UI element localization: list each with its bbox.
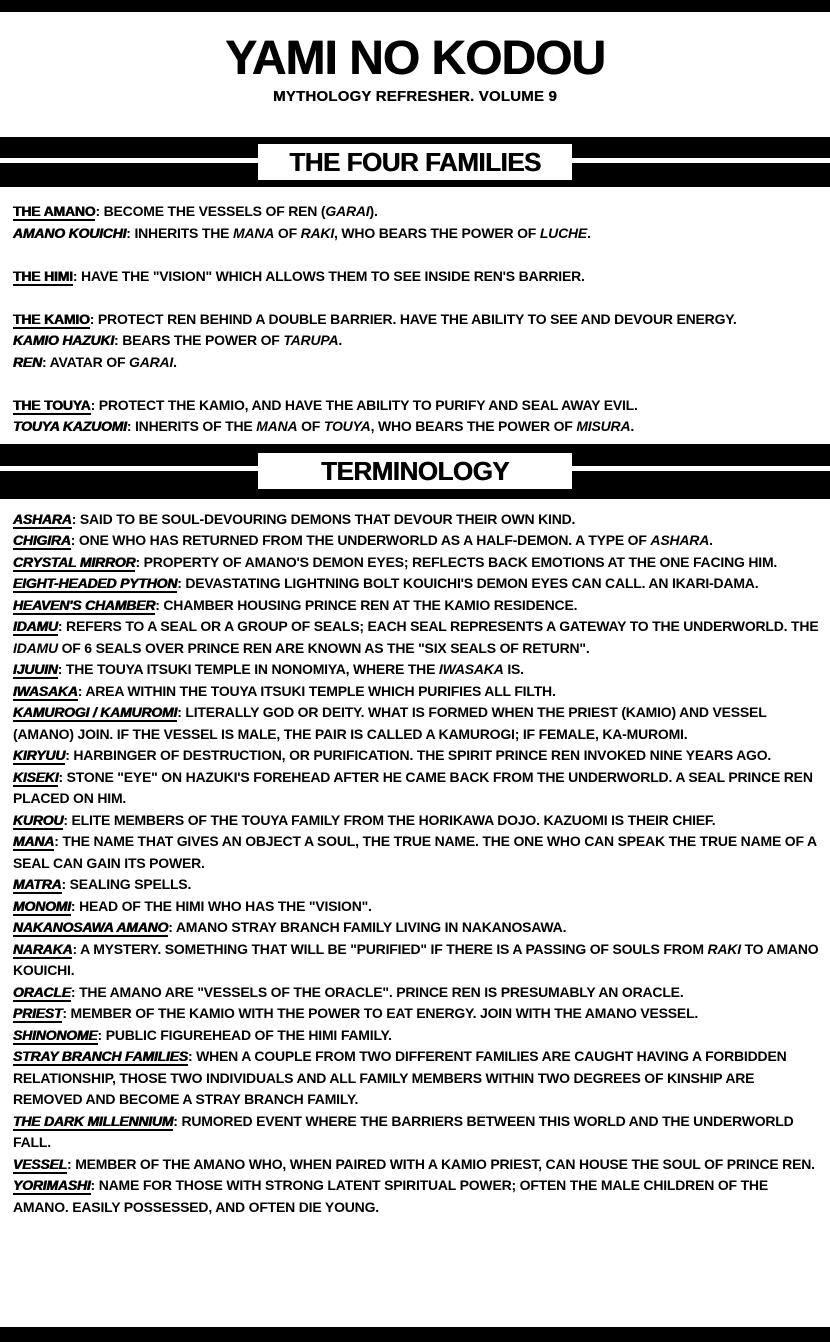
definition-text: THE TOUYA ITSUKI TEMPLE IN NONOMIYA, WHERE THE (65, 661, 439, 677)
glossary-entry (13, 416, 822, 438)
entry-term: KIRYUU (13, 747, 66, 763)
entry-term: THE HIMI (13, 267, 73, 284)
emphasis-text: IWASAKA (438, 661, 504, 677)
entry-colon: : (61, 876, 70, 892)
glossary-entry (13, 1175, 822, 1218)
entry-term: HEAVEN'S CHAMBER (13, 596, 156, 613)
entry-colon: : (90, 396, 99, 413)
definition-text: . (338, 332, 343, 348)
entry-colon: : (65, 747, 74, 763)
definition-text: . (630, 418, 635, 434)
entry-colon: : (114, 332, 123, 348)
entry-colon: : (77, 682, 86, 699)
emphasis-text: RAKI (707, 940, 741, 957)
entry-term: IWASAKA (13, 682, 78, 699)
entry-term: THE AMANO (13, 203, 96, 219)
definition-text: HARBINGER OF DESTRUCTION, OR PURIFICATION. THE SPIRIT PRINCE REN INVOKED NINE YEARS AGO. (73, 747, 772, 763)
entry-colon: : (95, 203, 104, 219)
definition-text: WHEN A COUPLE FROM TWO DIFFERENT FAMILIES ARE CAUGHT HAVING A FORBIDDEN RELATIONSHIP, THOSE TWO INDIVIDUALS AND ALL FAMILY MEMBERS WITHIN TWO DEGREES OF KINSHIP ARE REMOVED AND BECOME A STRAY BRANCH FAMILY. (13, 1048, 787, 1107)
definition-text: STONE "EYE" ON HAZUKI'S FOREHEAD AFTER HE CAME BACK FROM THE UNDERWORLD. A SEAL PRINCE REN PLACED ON HIM. (13, 768, 813, 806)
entry-colon: : (58, 768, 67, 785)
entry-colon: : (155, 596, 164, 613)
definition-text: , WHO BEARS THE POWER OF (334, 224, 540, 241)
emphasis-text: TARUPA (283, 332, 339, 348)
definition-text: SEALING SPELLS. (69, 876, 192, 892)
definition-text: . (173, 353, 177, 370)
definition-text: AREA WITHIN THE TOUYA ITSUKI TEMPLE WHICH PURIFIES ALL FILTH. (85, 682, 556, 699)
entry-term: EIGHT-HEADED PYTHON (13, 575, 178, 591)
definition-text: CHAMBER HOUSING PRINCE REN AT THE KAMIO RESIDENCE. (163, 596, 578, 613)
emphasis-text: GARAI (129, 353, 174, 370)
glossary-entry (13, 1111, 822, 1154)
emphasis-text: GARAI (325, 203, 370, 219)
entry-term: CRYSTAL MIRROR (13, 553, 136, 570)
family-group (13, 309, 822, 374)
definition-text: AVATAR OF (49, 353, 130, 370)
entry-colon: : (72, 940, 81, 957)
definition-text: MEMBER OF THE KAMIO WITH THE POWER TO EAT ENERGY. JOIN WITH THE AMANO VESSEL. (70, 1005, 699, 1021)
glossary-entry (13, 201, 822, 223)
glossary-entry (13, 681, 822, 703)
definition-text: THE NAME THAT GIVES AN OBJECT A SOUL, THE TRUE NAME. THE ONE WHO CAN SPEAK THE TRUE NAME OF A SEAL CAN GAIN ITS POWER. (13, 833, 817, 871)
entry-term: CHIGIRA (13, 532, 71, 548)
entry-colon: : (54, 833, 63, 849)
section-banner-four-families (0, 137, 830, 187)
entry-colon: : (135, 553, 144, 570)
definition-text: LITERALLY GOD OR DEITY. WHAT IS FORMED WHEN THE PRIEST (KAMIO) AND VESSEL (AMANO) JOIN. IF THE VESSEL IS MALE, THE PAIR IS CALLED A KAMUROGI; IF FEMALE, KA-MUROMI. (13, 704, 767, 742)
entry-colon: : (177, 575, 186, 591)
definition-text: . (709, 532, 713, 548)
definition-text: RUMORED EVENT WHERE THE BARRIERS BETWEEN THIS WORLD AND THE UNDERWORLD FALL. (13, 1112, 794, 1150)
entry-colon: : (72, 267, 81, 284)
definition-text: OF 6 SEALS OVER PRINCE REN ARE KNOWN AS THE "SIX SEALS OF RETURN". (57, 639, 590, 656)
emphasis-text: RAKI (300, 224, 335, 241)
page-title: YAMI NO KODOU (225, 32, 605, 85)
entry-term: THE KAMIO (13, 310, 90, 327)
terminology-section (0, 499, 830, 1219)
entry-colon: : (177, 704, 186, 720)
definition-text: HAVE THE "VISION" WHICH ALLOWS THEM TO SEE INSIDE REN'S BARRIER. (81, 267, 585, 284)
entry-term: NARAKA (13, 940, 73, 957)
definition-text: THE AMANO ARE "VESSELS OF THE ORACLE". PRINCE REN IS PRESUMABLY AN ORACLE. (79, 983, 684, 1000)
entry-colon: : (70, 897, 80, 914)
section-header-terminology: TERMINOLOGY (258, 453, 572, 489)
entry-term: IDAMU (13, 618, 58, 634)
glossary-entry (13, 266, 822, 288)
entry-colon: : (57, 661, 66, 677)
glossary-entry (13, 874, 822, 896)
entry-colon: : (173, 1112, 182, 1129)
glossary-entry (13, 595, 822, 617)
definition-text: ONE WHO HAS RETURNED FROM THE UNDERWORLD AS A HALF-DEMON. A TYPE OF (78, 532, 651, 548)
section-header-four-families: THE FOUR FAMILIES (258, 144, 572, 180)
entry-colon: : (71, 510, 80, 527)
glossary-entry (13, 939, 822, 982)
glossary-entry (13, 1046, 822, 1111)
definition-text: TO AMANO KOUICHI. (13, 940, 819, 978)
family-group (13, 395, 822, 438)
glossary-entry (13, 982, 822, 1004)
definition-text: AMANO STRAY BRANCH FAMILY LIVING IN NAKANOSAWA. (175, 919, 567, 935)
definition-text: PROPERTY OF AMANO'S DEMON EYES; REFLECTS BACK EMOTIONS AT THE ONE FACING HIM. (143, 553, 778, 570)
emphasis-text: MANA (232, 224, 275, 241)
definition-text: MEMBER OF THE AMANO WHO, WHEN PAIRED WITH A KAMIO PRIEST, CAN HOUSE THE SOUL OF PRINCE REN. (75, 1155, 815, 1172)
top-border-bar (0, 0, 830, 12)
glossary-entry (13, 309, 822, 331)
entry-colon: : (63, 811, 72, 828)
entry-term: TOUYA KAZUOMI (13, 418, 127, 434)
glossary-entry (13, 831, 822, 874)
entry-term: PRIEST (13, 1005, 63, 1021)
definition-text: PROTECT REN BEHIND A DOUBLE BARRIER. HAVE THE ABILITY TO SEE AND DEVOUR ENERGY. (97, 310, 737, 327)
glossary-entry (13, 810, 822, 832)
entry-term: AMANO KOUICHI (13, 224, 127, 241)
glossary-entry (13, 896, 822, 918)
definition-text: ELITE MEMBERS OF THE TOUYA FAMILY FROM THE HORIKAWA DOJO. KAZUOMI IS THEIR CHIEF. (71, 811, 716, 828)
entry-colon: : (57, 618, 67, 634)
entry-term: MATRA (13, 876, 62, 892)
definition-text: OF (297, 418, 324, 434)
entry-colon: : (90, 1177, 99, 1193)
glossary-entry (13, 917, 822, 939)
definition-text: DEVASTATING LIGHTNING BOLT KOUICHI'S DEMON EYES CAN CALL. AN IKARI-DAMA. (185, 575, 759, 591)
definition-text: BEARS THE POWER OF (122, 332, 284, 348)
glossary-entry (13, 767, 822, 810)
definition-text: OF (274, 224, 301, 241)
entry-colon: : (62, 1005, 71, 1021)
glossary-entry (13, 659, 822, 681)
glossary-entry (13, 1003, 822, 1025)
section-banner-terminology (0, 444, 830, 499)
glossary-entry (13, 530, 822, 552)
definition-text: ). (369, 203, 378, 219)
definition-text: PROTECT THE KAMIO, AND HAVE THE ABILITY TO PURIFY AND SEAL AWAY EVIL. (98, 396, 638, 413)
entry-colon: : (187, 1048, 197, 1064)
entry-term: THE DARK MILLENNIUM (13, 1112, 174, 1129)
entry-term: KAMUROGI / KAMUROMI (13, 704, 178, 720)
emphasis-text: MISURA (576, 418, 631, 434)
entry-term: REN (13, 353, 42, 370)
bottom-border-bar (0, 1327, 830, 1342)
definition-text: A MYSTERY. SOMETHING THAT WILL BE "PURIFIED" IF THERE IS A PASSING OF SOULS FROM (80, 940, 708, 957)
entry-term: ASHARA (13, 510, 72, 527)
entry-colon: : (126, 224, 135, 241)
glossary-entry (13, 745, 822, 767)
entry-colon: : (67, 1155, 76, 1172)
definition-text: PUBLIC FIGUREHEAD OF THE HIMI FAMILY. (105, 1026, 392, 1043)
page-subtitle: MYTHOLOGY REFRESHER. VOLUME 9 (273, 88, 557, 105)
glossary-entry (13, 223, 822, 245)
entry-term: YORIMASHI (13, 1177, 91, 1193)
emphasis-text: LUCHE (539, 224, 588, 241)
glossary-entry (13, 352, 822, 374)
definition-text: INHERITS OF THE (134, 418, 257, 434)
entry-colon: : (97, 1026, 106, 1043)
glossary-entry (13, 702, 822, 745)
emphasis-text: MANA (256, 418, 298, 434)
family-group (13, 201, 822, 244)
glossary-entry (13, 573, 822, 595)
four-families-section (0, 187, 830, 438)
entry-term: THE TOUYA (13, 396, 91, 413)
page-header (0, 12, 830, 137)
entry-colon: : (89, 310, 98, 327)
glossary-entry (13, 1025, 822, 1047)
entry-term: KISEKI (13, 768, 59, 785)
entry-term: NAKANOSAWA AMANO (13, 919, 169, 935)
entry-term: STRAY BRANCH FAMILIES (13, 1048, 188, 1064)
entry-colon: : (126, 418, 135, 434)
entry-colon: : (41, 353, 50, 370)
definition-text: IS. (503, 661, 524, 677)
entry-colon: : (70, 983, 80, 1000)
glossary-entry (13, 616, 822, 659)
entry-colon: : (168, 919, 176, 935)
entry-colon: : (70, 532, 79, 548)
entry-term: KAMIO HAZUKI (13, 332, 115, 348)
definition-text: NAME FOR THOSE WITH STRONG LATENT SPIRITUAL POWER; OFTEN THE MALE CHILDREN OF THE AMANO. EASILY POSSESSED, AND OFTEN DIE YOUNG. (13, 1177, 768, 1215)
entry-term: MONOMI (13, 897, 71, 914)
entry-term: KUROU (13, 811, 64, 828)
definition-text: BECOME THE VESSELS OF REN ( (103, 203, 326, 219)
definition-text: HEAD OF THE HIMI WHO HAS THE "VISION". (79, 897, 372, 914)
glossary-entry (13, 330, 822, 352)
glossary-entry (13, 1154, 822, 1176)
entry-term: VESSEL (13, 1155, 68, 1172)
emphasis-text: TOUYA (323, 418, 371, 434)
emphasis-text: ASHARA (650, 532, 710, 548)
entry-term: MANA (13, 833, 55, 849)
definition-text: SAID TO BE SOUL-DEVOURING DEMONS THAT DEVOUR THEIR OWN KIND. (79, 510, 576, 527)
definition-text: REFERS TO A SEAL OR A GROUP OF SEALS; EACH SEAL REPRESENTS A GATEWAY TO THE UNDERWORLD. THE (66, 618, 819, 634)
glossary-entry (13, 509, 822, 531)
emphasis-text: IDAMU (13, 639, 58, 656)
entry-term: ORACLE (13, 983, 71, 1000)
family-group (13, 266, 822, 288)
definition-text: INHERITS THE (134, 224, 233, 241)
glossary-entry (13, 395, 822, 417)
definition-text: . (587, 224, 591, 241)
entry-term: SHINONOME (13, 1026, 98, 1043)
definition-text: , WHO BEARS THE POWER OF (370, 418, 577, 434)
glossary-entry (13, 552, 822, 574)
entry-term: IJUUIN (13, 661, 58, 677)
